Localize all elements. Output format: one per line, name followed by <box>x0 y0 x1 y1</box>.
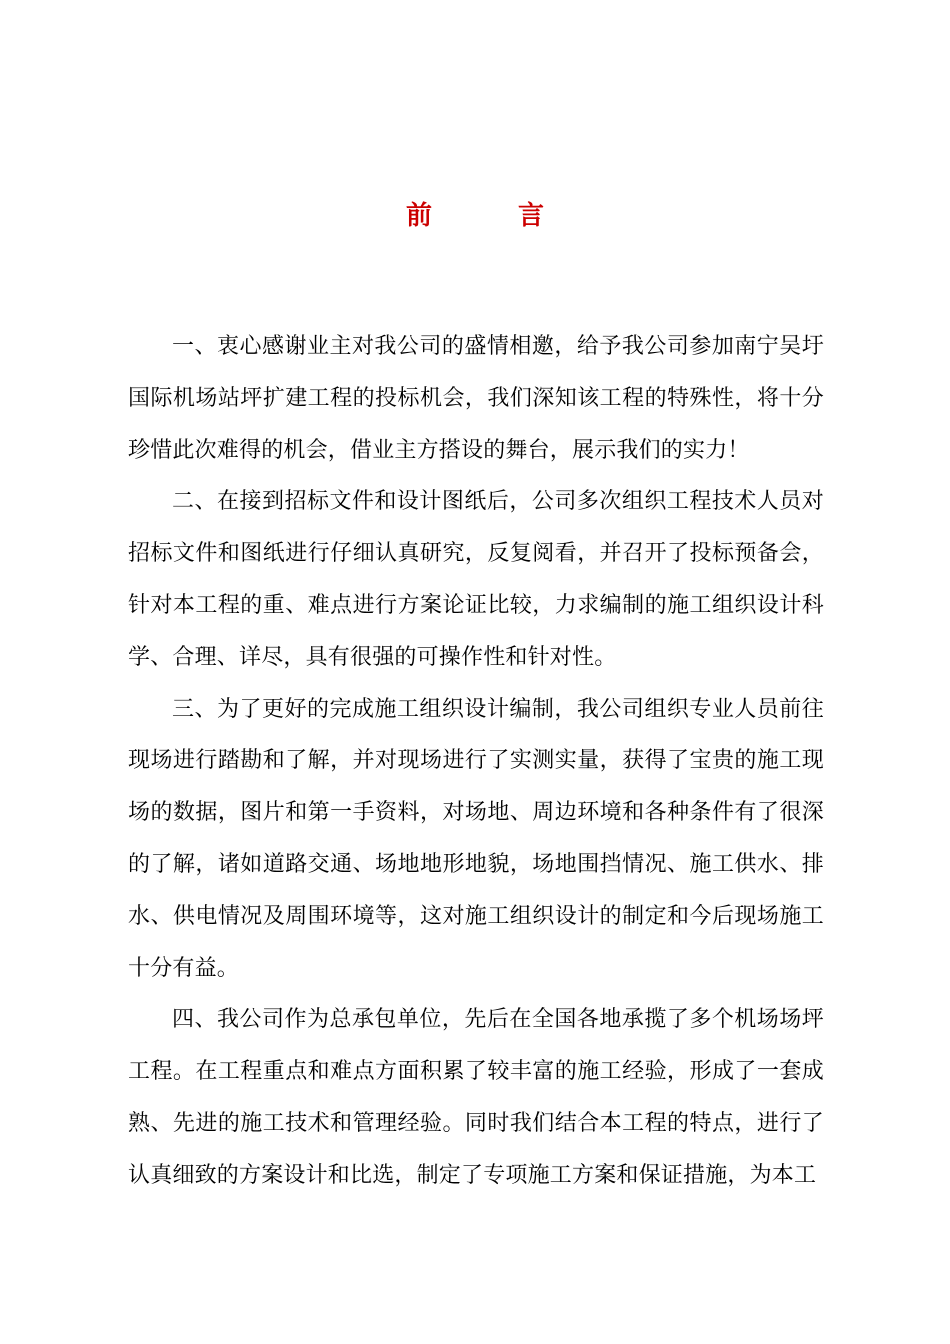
title-char-2: 言 <box>518 201 545 231</box>
paragraph-3: 三、为了更好的完成施工组织设计编制，我公司组织专业人员前往现场进行踏勘和了解，并对现场进行了实测实量，获得了宝贵的施工现场的数据，图片和第一手资料，对场地、周边环境和各种条件有了很深的了解，诸如道路交通、场地地形地貌，场地围挡情况、施工供水、排水、供电情况及周围环境等，这对施工组织设计的制定和今后现场施工十分有益。 <box>128 696 824 981</box>
paragraph-1: 一、衷心感谢业主对我公司的盛情相邀，给予我公司参加南宁吴圩国际机场站坪扩建工程的投标机会，我们深知该工程的特殊性，将十分珍惜此次难得的机会，借业主方搭设的舞台，展示我们的实力！ <box>128 334 824 463</box>
paragraph-4: 四、我公司作为总承包单位，先后在全国各地承揽了多个机场场坪工程。在工程重点和难点方面积累了较丰富的施工经验，形成了一套成熟、先进的施工技术和管理经验。同时我们结合本工程的特点，进行了认真细致的方案设计和比选，制定了专项施工方案和保证措施，为本工 <box>128 1007 824 1188</box>
page-title <box>0 196 950 236</box>
title-char-1: 前 <box>405 201 432 231</box>
body-text <box>128 321 824 1202</box>
paragraph-2: 二、在接到招标文件和设计图纸后，公司多次组织工程技术人员对招标文件和图纸进行仔细认真研究，反复阅看，并召开了投标预备会，针对本工程的重、难点进行方案论证比较，力求编制的施工组织设计科学、合理、详尽，具有很强的可操作性和针对性。 <box>128 489 824 670</box>
